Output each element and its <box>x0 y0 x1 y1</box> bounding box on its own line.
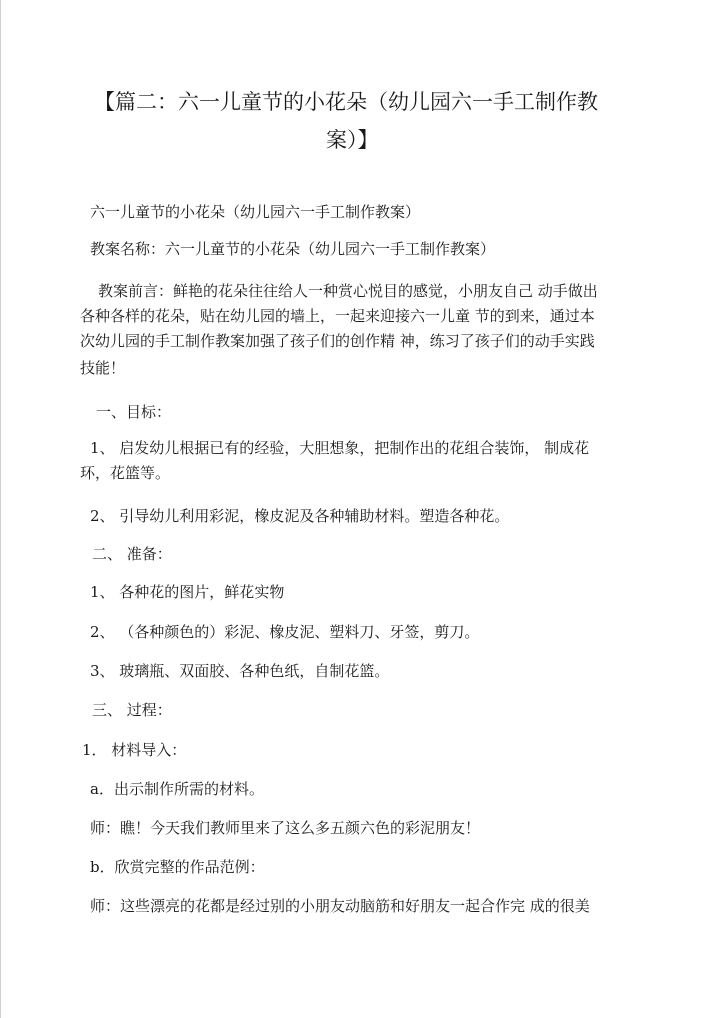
goal-item-1-line-2: 环，花篮等。 <box>80 464 171 482</box>
process-step-b: b．欣赏完整的作品范例： <box>90 858 265 876</box>
process-step-a-teacher: 师：瞧！今天我们教师里来了这么多五颜六色的彩泥朋友！ <box>90 819 481 837</box>
prep-item-3: 3、 玻璃瓶、双面胶、各种色纸，自制花篮。 <box>90 662 390 680</box>
body-line-preface-4: 技能！ <box>80 359 126 377</box>
section-heading-preparation: 二、 准备： <box>92 545 172 563</box>
page-edge <box>0 0 1 1018</box>
body-line-preface-1: 教案前言：鲜艳的花朵往往给人一种赏心悦目的感觉，小朋友自己 动手做出 <box>98 282 598 300</box>
process-step-1: 1． 材料导入： <box>82 741 187 759</box>
prep-item-1: 1、 各种花的图片，鲜花实物 <box>90 583 285 601</box>
section-heading-goals: 一、目标： <box>96 403 172 421</box>
body-line-subtitle: 六一儿童节的小花朵（幼儿园六一手工制作教案） <box>90 203 421 221</box>
process-step-b-teacher: 师：这些漂亮的花都是经过别的小朋友动脑筋和好朋友一起合作完 成的很美 <box>90 897 590 915</box>
process-step-a: a．出示制作所需的材料。 <box>90 780 264 798</box>
body-line-lesson-name: 教案名称：六一儿童节的小花朵（幼儿园六一手工制作教案） <box>90 240 496 258</box>
goal-item-2: 2、 引导幼儿利用彩泥，橡皮泥及各种辅助材料。塑造各种花。 <box>90 507 510 525</box>
prep-item-2: 2、 （各种颜色的）彩泥、橡皮泥、塑料刀、牙签，剪刀。 <box>90 623 480 641</box>
section-heading-process: 三、 过程： <box>92 701 172 719</box>
body-line-preface-2: 各种各样的花朵，贴在幼儿园的墙上，一起来迎接六一儿童 节的到来，通过本 <box>80 307 595 325</box>
document-title-line-2: 案）】 <box>326 128 379 152</box>
body-line-preface-3: 次幼儿园的手工制作教案加强了孩子们的创作精 神，练习了孩子们的动手实践 <box>80 332 595 350</box>
document-title-line-1: 【篇二：六一儿童节的小花朵（幼儿园六一手工制作教 <box>94 90 598 114</box>
goal-item-1-line-1: 1、 启发幼儿根据已有的经验，大胆想象，把制作出的花组合装饰， 制成花 <box>90 439 590 457</box>
